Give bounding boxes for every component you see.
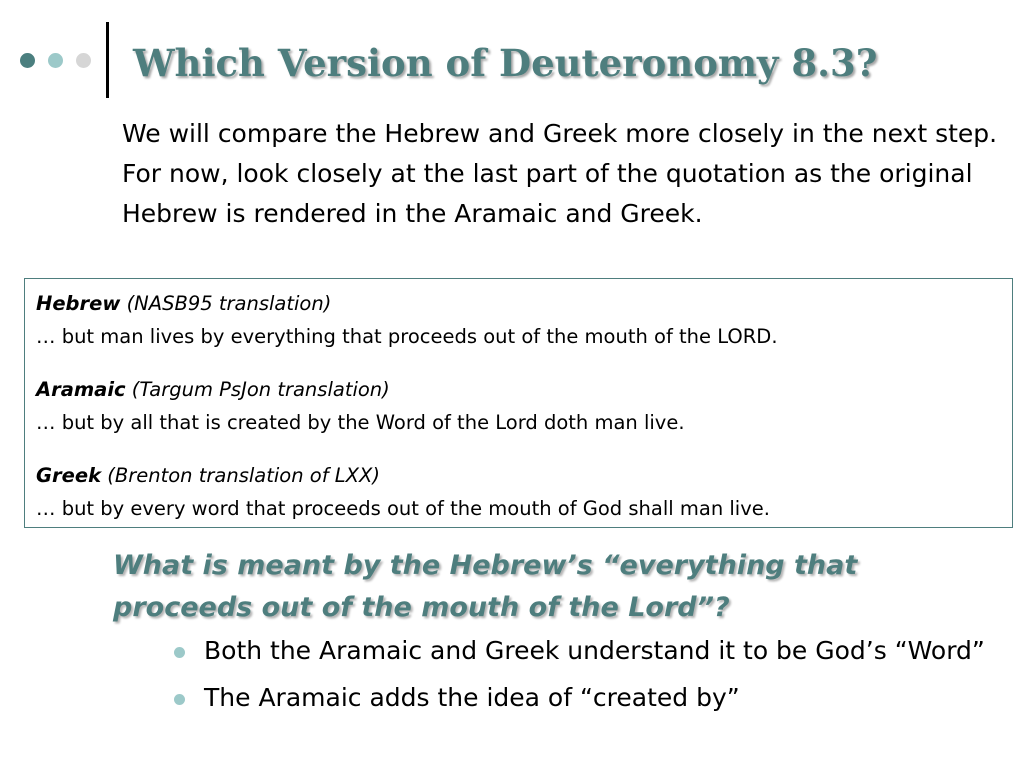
version-heading [36,459,1002,492]
translation-comparison-box [24,278,1013,528]
bullet-text: The Aramaic adds the idea of “created by” [204,683,740,712]
bullet-item [170,680,990,716]
version-source: (Targum PsJon translation) [125,378,390,401]
version-text: … but man lives by everything that proceeds out of the mouth of the LORD. [36,325,778,348]
version-heading [36,287,1002,320]
version-heading [36,373,1002,406]
version-language: Greek [36,464,102,487]
intro-paragraph: We will compare the Hebrew and Greek more closely in the next step. For now, look closely at the last part of the quotation as the original Hebrew is rendered in the Aramaic and Greek. [122,119,998,228]
version-source: (Brenton translation of LXX) [101,464,380,487]
decorative-dot-grey [76,53,91,68]
version-language: Hebrew [36,292,121,315]
version-text: … but by every word that proceeds out of the mouth of God shall man live. [36,497,770,520]
bullet-text: Both the Aramaic and Greek understand it to be God’s “Word” [204,636,985,665]
version-language: Aramaic [36,378,126,401]
bullet-dot-icon [174,694,185,705]
version-greek [36,459,1002,525]
version-hebrew [36,287,1002,353]
version-text: … but by all that is created by the Word of the Lord doth man live. [36,411,685,434]
version-aramaic [36,373,1002,439]
slide-title: Which Version of Deuteronomy 8.3? [133,41,878,85]
bullet-dot-icon [174,647,185,658]
bullet-item [170,633,990,669]
discussion-question: What is meant by the Hebrew’s “everything that proceeds out of the mouth of the Lord”? [113,550,858,623]
bullet-list [170,633,990,727]
version-source: (NASB95 translation) [120,292,332,315]
decorative-dot-light [48,53,63,68]
decorative-dot-dark [20,53,35,68]
title-divider [106,22,109,98]
